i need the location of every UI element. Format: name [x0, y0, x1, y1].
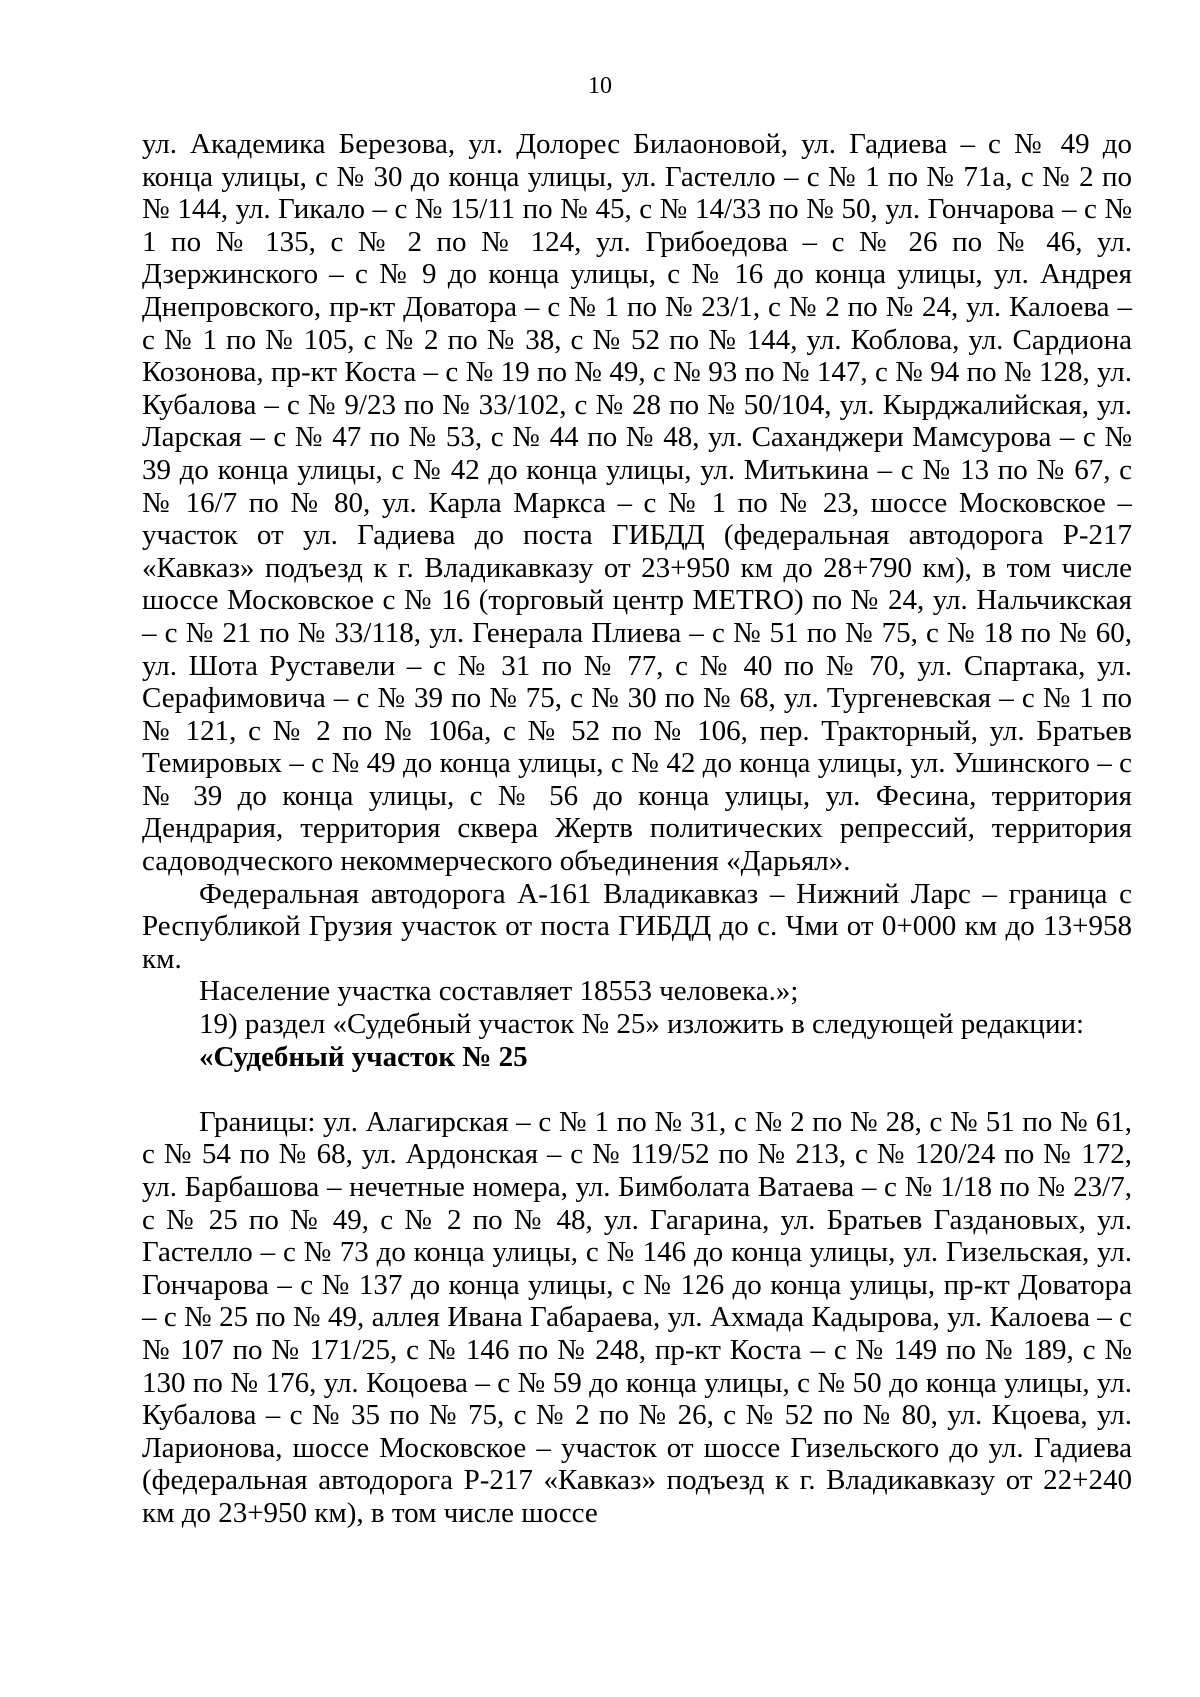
- paragraph-boundaries-25: Границы: ул. Алагирская – с № 1 по № 31, с № 2 по № 28, с № 51 по № 61, с № 54 по № 68, ул. Ардонская – с № 119/52 по № 213, с № 120/24 по № 172, ул. Барбашова – нечетные номера, ул. Бимболата Ватаева – с № 1/18 по № 23/7, с № 25 по № 49, с № 2 по № 48, ул. Гагарина, ул. Братьев Газдановых, ул. Гастелло – с № 73 до конца улицы, с № 146 до конца улицы, ул. Гизельская, ул. Гончарова – с № 137 до конца улицы, с № 126 до конца улицы, пр-кт Доватора – с № 25 по № 49, аллея Ивана Габараева, ул. Ахмада Кадырова, ул. Калоева – с № 107 по № 171/25, с № 146 по № 248, пр-кт Коста – с № 149 по № 189, с № 130 по № 176, ул. Коцоева – с № 59 до конца улицы, с № 50 до конца улицы, ул. Кубалова – с № 35 по № 75, с № 2 по № 26, с № 52 по № 80, ул. Кцоева, ул. Ларионова, шоссе Московское – участок от шоссе Гизельского до ул. Гадиева (федеральная автодорога Р-217 «Кавказ» подъезд к г. Владикавказу от 22+240 км до 23+950 км), в том числе шоссе: [142, 1105, 1132, 1529]
- blank-line: [142, 1073, 1132, 1106]
- document-body: [142, 128, 1132, 1530]
- page-number: 10: [588, 73, 612, 99]
- paragraph-federal-highway: Федеральная автодорога А-161 Владикавказ – Нижний Ларс – граница с Республикой Грузия участок от поста ГИБДД до с. Чми от 0+000 км до 13+958 км.: [142, 877, 1132, 975]
- section-heading: «Судебный участок № 25: [199, 1040, 528, 1073]
- paragraph-population: Население участка составляет 18553 человека.»;: [199, 975, 799, 1008]
- paragraph-amendment-19: 19) раздел «Судебный участок № 25» изложить в следующей редакции:: [199, 1008, 1085, 1041]
- paragraph-boundaries-continued: ул. Академика Березова, ул. Долорес Билаоновой, ул. Гадиева – с № 49 до конца улицы, с № 30 до конца улицы, ул. Гастелло – с № 1 по № 71а, с № 2 по № 144, ул. Гикало – с № 15/11 по № 45, с № 14/33 по № 50, ул. Гончарова – с № 1 по № 135, с № 2 по № 124, ул. Грибоедова – с № 26 по № 46, ул. Дзержинского – с № 9 до конца улицы, с № 16 до конца улицы, ул. Андрея Днепровского, пр-кт Доватора – с № 1 по № 23/1, с № 2 по № 24, ул. Калоева – с № 1 по № 105, с № 2 по № 38, с № 52 по № 144, ул. Коблова, ул. Сардиона Козонова, пр-кт Коста – с № 19 по № 49, с № 93 по № 147, с № 94 по № 128, ул. Кубалова – с № 9/23 по № 33/102, с № 28 по № 50/104, ул. Кырджалийская, ул. Ларская – с № 47 по № 53, с № 44 по № 48, ул. Саханджери Мамсурова – с № 39 до конца улицы, с № 42 до конца улицы, ул. Митькина – с № 13 по № 67, с № 16/7 по № 80, ул. Карла Маркса – с № 1 по № 23, шоссе Московское – участок от ул. Гадиева до поста ГИБДД (федеральная автодорога Р-217 «Кавказ» подъезд к г. Владикавказу от 23+950 км до 28+790 км), в том числе шоссе Московское с № 16 (торговый центр METRO) по № 24, ул. Нальчикская – с № 21 по № 33/118, ул. Генерала Плиева – с № 51 по № 75, с № 18 по № 60, ул. Шота Руставели – с № 31 по № 77, с № 40 по № 70, ул. Спартака, ул. Серафимовича – с № 39 по № 75, с № 30 по № 68, ул. Тургеневская – с № 1 по № 121, с № 2 по № 106а, с № 52 по № 106, пер. Тракторный, ул. Братьев Темировых – с № 49 до конца улицы, с № 42 до конца улицы, ул. Ушинского – с № 39 до конца улицы, с № 56 до конца улицы, ул. Фесина, территория Дендрария, территория сквера Жертв политических репрессий, территория садоводческого некоммерческого объединения «Дарьял».: [142, 128, 1132, 878]
